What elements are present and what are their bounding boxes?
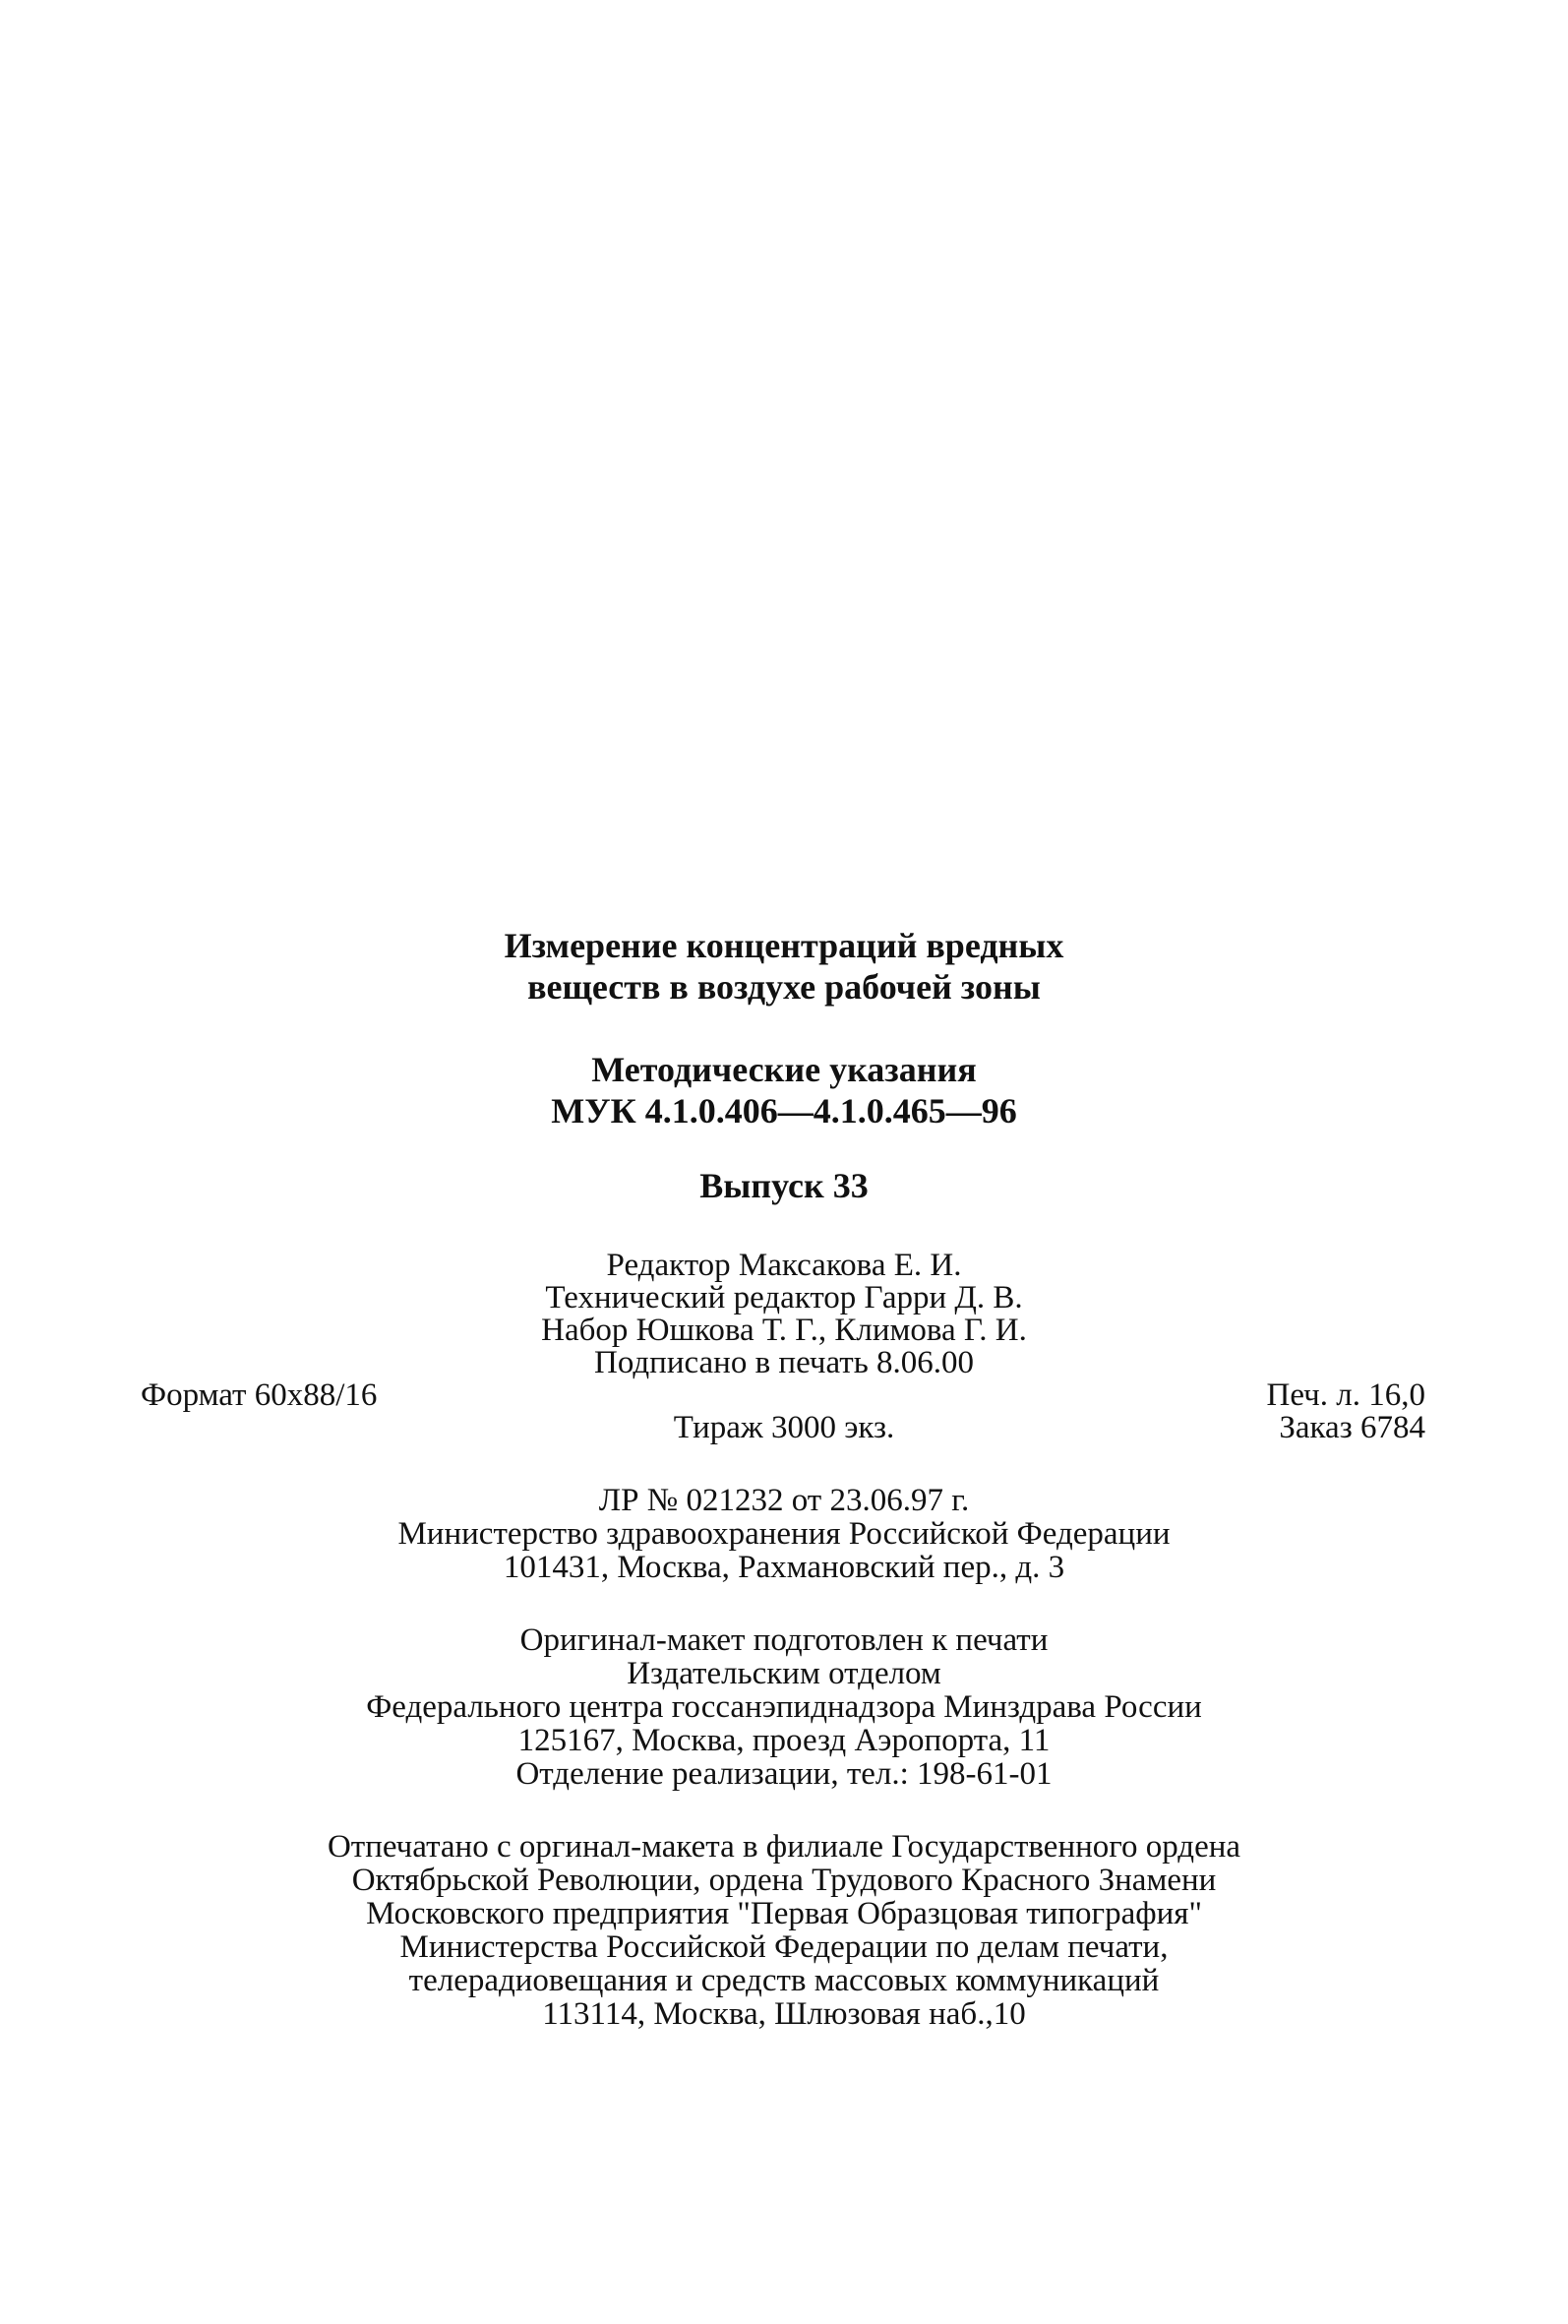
printing-line-6: 113114, Москва, Шлюзовая наб.,10: [542, 1996, 1026, 2032]
prep-line-1: Оригинал-макет подготовлен к печати: [519, 1622, 1049, 1658]
ministry-line: Министерство здравоохранения Российской Федерации: [397, 1516, 1171, 1552]
publisher-address: 101431, Москва, Рахмановский пер., д. 3: [503, 1550, 1065, 1585]
print-run-row: [0, 1412, 1568, 1444]
prep-line-2: Издательским отделом: [627, 1656, 941, 1691]
tech-editor-line: Технический редактор Гарри Д. В.: [545, 1280, 1023, 1315]
publisher-block: [0, 1484, 1568, 1584]
prep-line-3: Федерального центра госсанэпиднадзора Минздрава России: [366, 1689, 1202, 1725]
license-line: ЛР № 021232 от 23.06.97 г.: [598, 1483, 970, 1518]
format-value: Формат 60х88/16: [141, 1377, 378, 1413]
typesetting-line: Набор Юшкова Т. Г., Климова Г. И.: [541, 1313, 1027, 1348]
printing-line-3: Московского предприятия "Первая Образцовая типография": [366, 1896, 1202, 1931]
printing-line-1: Отпечатано с оргинал-макета в филиале Государственного ордена: [327, 1829, 1241, 1865]
issue-number: Выпуск 33: [699, 1166, 869, 1205]
prep-line-4: 125167, Москва, проезд Аэропорта, 11: [517, 1723, 1051, 1758]
editor-line: Редактор Максакова Е. И.: [606, 1248, 962, 1283]
printing-line-2: Октябрьской Революции, ордена Трудового Красного Знамени: [351, 1863, 1217, 1898]
print-run-value: Тираж 3000 экз.: [673, 1410, 895, 1445]
signed-line: Подписано в печать 8.06.00: [593, 1345, 975, 1380]
printing-block: [0, 1830, 1568, 2031]
order-value: Заказ 6784: [1279, 1410, 1425, 1445]
format-row: [0, 1379, 1568, 1412]
printing-line-5: телерадиовещания и средств массовых коммуникаций: [408, 1963, 1160, 1998]
prep-line-5: Отделение реализации, тел.: 198-61-01: [515, 1756, 1053, 1792]
title-line-2: веществ в воздухе рабочей зоны: [527, 967, 1041, 1007]
layout-prep-block: [0, 1623, 1568, 1791]
printing-line-4: Министерства Российской Федерации по делам печати,: [399, 1929, 1169, 1965]
title-block: [0, 925, 1568, 1206]
doc-code: МУК 4.1.0.406—4.1.0.465—96: [551, 1091, 1017, 1131]
title-line-1: Измерение концентраций вредных: [504, 926, 1064, 965]
doc-type: Методические указания: [591, 1050, 977, 1089]
sheets-value: Печ. л. 16,0: [1266, 1377, 1425, 1413]
imprint-block: [0, 1250, 1568, 2031]
